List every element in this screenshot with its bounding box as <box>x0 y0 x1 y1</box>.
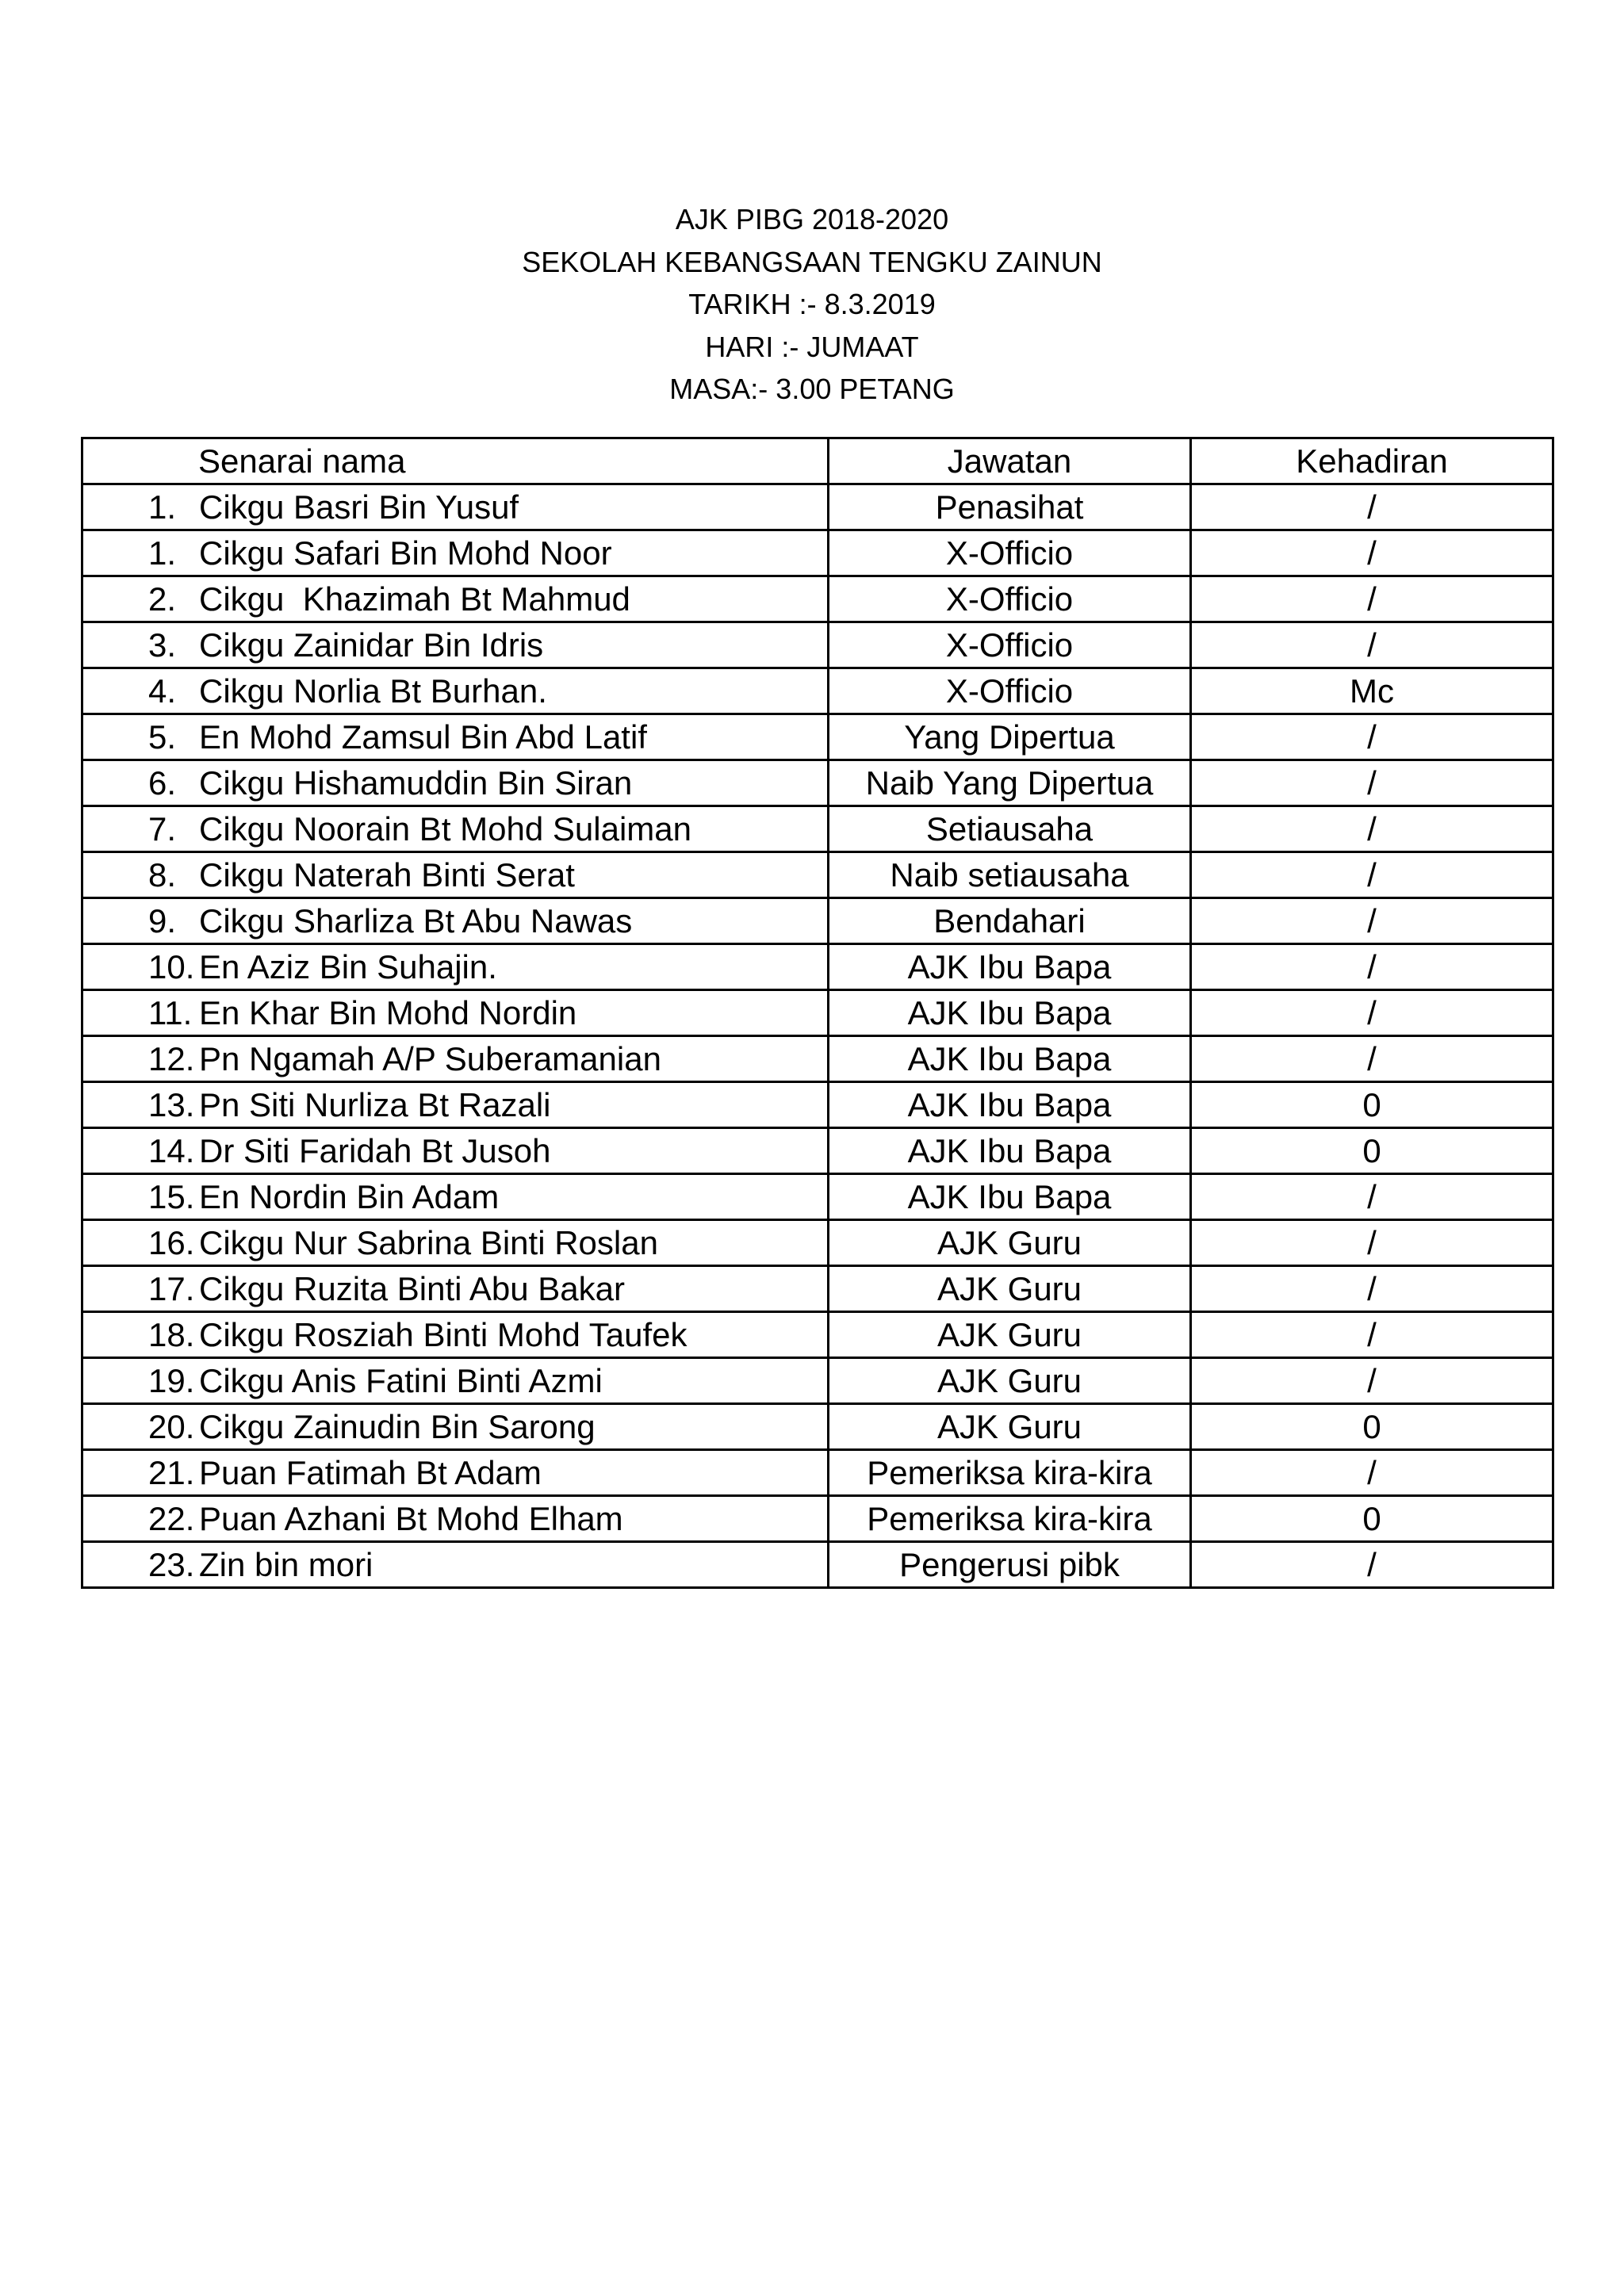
member-role: Pengerusi pibk <box>829 1542 1191 1588</box>
attendance-table-body <box>82 438 1553 1588</box>
member-role: X-Officio <box>829 576 1191 622</box>
member-attendance: / <box>1191 576 1553 622</box>
member-attendance: / <box>1191 1542 1553 1588</box>
member-name-cell <box>82 1174 829 1220</box>
member-name: Cikgu Safari Bin Mohd Noor <box>199 534 612 572</box>
member-attendance: 0 <box>1191 1082 1553 1128</box>
member-name: Puan Azhani Bt Mohd Elham <box>199 1500 623 1537</box>
table-row <box>82 1174 1553 1220</box>
member-name-cell <box>82 944 829 990</box>
member-attendance: / <box>1191 622 1553 668</box>
member-name: Cikgu Norlia Bt Burhan. <box>199 672 547 710</box>
school-name: SEKOLAH KEBANGSAAN TENGKU ZAINUN <box>522 245 1102 278</box>
member-name-cell <box>82 1312 829 1358</box>
row-number: 2. <box>148 580 177 618</box>
row-number: 17. <box>148 1270 195 1307</box>
table-row <box>82 668 1553 714</box>
member-attendance: / <box>1191 1266 1553 1312</box>
row-number: 5. <box>148 718 177 756</box>
member-role: AJK Ibu Bapa <box>829 1128 1191 1174</box>
table-row <box>82 944 1553 990</box>
member-role: AJK Guru <box>829 1312 1191 1358</box>
member-role: X-Officio <box>829 530 1191 576</box>
member-role: AJK Ibu Bapa <box>829 1082 1191 1128</box>
header-name: Senarai nama <box>82 438 829 484</box>
attendance-table <box>81 437 1554 1589</box>
member-attendance: Mc <box>1191 668 1553 714</box>
meeting-date: TARIKH :- 8.3.2019 <box>688 288 936 320</box>
member-name-cell <box>82 1450 829 1496</box>
row-number: 21. <box>148 1454 195 1491</box>
member-role: Setiausaha <box>829 806 1191 852</box>
member-name-cell <box>82 852 829 898</box>
member-role: AJK Guru <box>829 1358 1191 1404</box>
row-number: 22. <box>148 1500 195 1537</box>
row-number: 13. <box>148 1086 195 1123</box>
member-role: AJK Guru <box>829 1404 1191 1450</box>
member-role: Penasihat <box>829 484 1191 530</box>
table-row <box>82 484 1553 530</box>
member-attendance: / <box>1191 990 1553 1036</box>
table-row <box>82 530 1553 576</box>
table-row <box>82 806 1553 852</box>
member-name-cell <box>82 714 829 760</box>
member-attendance: / <box>1191 1036 1553 1082</box>
table-row <box>82 990 1553 1036</box>
row-number: 16. <box>148 1224 195 1261</box>
member-name-cell <box>82 484 829 530</box>
member-name-cell <box>82 1358 829 1404</box>
member-name-cell <box>82 760 829 806</box>
header-role: Jawatan <box>829 438 1191 484</box>
member-role: AJK Ibu Bapa <box>829 944 1191 990</box>
member-name-cell <box>82 1036 829 1082</box>
member-name: En Mohd Zamsul Bin Abd Latif <box>199 718 647 756</box>
row-number: 7. <box>148 810 177 848</box>
table-row <box>82 898 1553 944</box>
member-name-cell <box>82 576 829 622</box>
member-attendance: / <box>1191 944 1553 990</box>
member-role: Pemeriksa kira-kira <box>829 1496 1191 1542</box>
member-name: Dr Siti Faridah Bt Jusoh <box>199 1132 551 1169</box>
table-row <box>82 760 1553 806</box>
table-row <box>82 576 1553 622</box>
member-role: Pemeriksa kira-kira <box>829 1450 1191 1496</box>
member-name: Pn Siti Nurliza Bt Razali <box>199 1086 551 1123</box>
member-role: AJK Guru <box>829 1266 1191 1312</box>
row-number: 19. <box>148 1362 195 1399</box>
table-row <box>82 1404 1553 1450</box>
table-row <box>82 1358 1553 1404</box>
member-role: AJK Ibu Bapa <box>829 1036 1191 1082</box>
member-attendance: / <box>1191 484 1553 530</box>
member-name: En Khar Bin Mohd Nordin <box>199 994 577 1031</box>
member-name-cell <box>82 898 829 944</box>
member-role: X-Officio <box>829 668 1191 714</box>
member-role: Bendahari <box>829 898 1191 944</box>
member-role: X-Officio <box>829 622 1191 668</box>
member-attendance: / <box>1191 760 1553 806</box>
member-attendance: / <box>1191 1174 1553 1220</box>
member-role: AJK Ibu Bapa <box>829 1174 1191 1220</box>
meeting-day: HARI :- JUMAAT <box>705 330 919 363</box>
member-name: Puan Fatimah Bt Adam <box>199 1454 542 1491</box>
member-name: Cikgu Zainudin Bin Sarong <box>199 1408 596 1445</box>
member-name: Cikgu Rosziah Binti Mohd Taufek <box>199 1316 688 1353</box>
row-number: 1. <box>148 534 177 572</box>
member-role: Naib Yang Dipertua <box>829 760 1191 806</box>
member-name: Cikgu Basri Bin Yusuf <box>199 488 519 526</box>
member-name: Cikgu Anis Fatini Binti Azmi <box>199 1362 603 1399</box>
row-number: 23. <box>148 1546 195 1583</box>
member-name: Cikgu Ruzita Binti Abu Bakar <box>199 1270 625 1307</box>
member-name: Cikgu Naterah Binti Serat <box>199 856 575 894</box>
member-name: Cikgu Nur Sabrina Binti Roslan <box>199 1224 658 1261</box>
row-number: 20. <box>148 1408 195 1445</box>
table-row <box>82 1128 1553 1174</box>
table-row <box>82 1082 1553 1128</box>
table-row <box>82 1266 1553 1312</box>
table-row <box>82 714 1553 760</box>
row-number: 18. <box>148 1316 195 1353</box>
row-number: 3. <box>148 626 177 664</box>
member-name-cell <box>82 530 829 576</box>
member-role: Naib setiausaha <box>829 852 1191 898</box>
row-number: 11. <box>148 994 193 1031</box>
table-row <box>82 1036 1553 1082</box>
table-row <box>82 1450 1553 1496</box>
member-name: Cikgu Hishamuddin Bin Siran <box>199 764 633 802</box>
member-name: Cikgu Noorain Bt Mohd Sulaiman <box>199 810 691 848</box>
member-name: Cikgu Sharliza Bt Abu Nawas <box>199 902 633 939</box>
member-name-cell <box>82 668 829 714</box>
member-name: En Aziz Bin Suhajin. <box>199 948 497 985</box>
member-attendance: / <box>1191 1450 1553 1496</box>
member-attendance: 0 <box>1191 1496 1553 1542</box>
row-number: 15. <box>148 1178 195 1215</box>
row-number: 12. <box>148 1040 195 1077</box>
meeting-time: MASA:- 3.00 PETANG <box>669 373 955 405</box>
member-attendance: / <box>1191 1220 1553 1266</box>
member-name-cell <box>82 622 829 668</box>
member-name: Pn Ngamah A/P Suberamanian <box>199 1040 661 1077</box>
row-number: 8. <box>148 856 177 894</box>
table-row <box>82 622 1553 668</box>
member-name-cell <box>82 1542 829 1588</box>
row-number: 14. <box>148 1132 195 1169</box>
member-name-cell <box>82 1128 829 1174</box>
table-row <box>82 1542 1553 1588</box>
row-number: 9. <box>148 902 177 939</box>
member-name: Zin bin mori <box>199 1546 373 1583</box>
member-name-cell <box>82 990 829 1036</box>
member-attendance: 0 <box>1191 1404 1553 1450</box>
member-attendance: / <box>1191 530 1553 576</box>
table-row <box>82 1312 1553 1358</box>
member-name-cell <box>82 806 829 852</box>
row-number: 4. <box>148 672 177 710</box>
member-attendance: / <box>1191 898 1553 944</box>
table-header-row <box>82 438 1553 484</box>
member-role: AJK Ibu Bapa <box>829 990 1191 1036</box>
member-name-cell <box>82 1220 829 1266</box>
member-attendance: / <box>1191 1358 1553 1404</box>
table-row <box>82 1220 1553 1266</box>
member-name: Cikgu Khazimah Bt Mahmud <box>199 580 630 618</box>
member-attendance: / <box>1191 714 1553 760</box>
table-row <box>82 1496 1553 1542</box>
member-role: Yang Dipertua <box>829 714 1191 760</box>
document-header <box>0 198 1624 411</box>
header-attendance: Kehadiran <box>1191 438 1553 484</box>
member-name: En Nordin Bin Adam <box>199 1178 500 1215</box>
member-name-cell <box>82 1496 829 1542</box>
member-role: AJK Guru <box>829 1220 1191 1266</box>
member-name-cell <box>82 1082 829 1128</box>
member-attendance: / <box>1191 852 1553 898</box>
member-attendance: / <box>1191 806 1553 852</box>
member-attendance: 0 <box>1191 1128 1553 1174</box>
member-name: Cikgu Zainidar Bin Idris <box>199 626 544 664</box>
row-number: 1. <box>148 488 177 526</box>
member-name-cell <box>82 1266 829 1312</box>
member-attendance: / <box>1191 1312 1553 1358</box>
row-number: 10. <box>148 948 195 985</box>
member-name-cell <box>82 1404 829 1450</box>
table-row <box>82 852 1553 898</box>
committee-title: AJK PIBG 2018-2020 <box>675 203 949 235</box>
row-number: 6. <box>148 764 177 802</box>
